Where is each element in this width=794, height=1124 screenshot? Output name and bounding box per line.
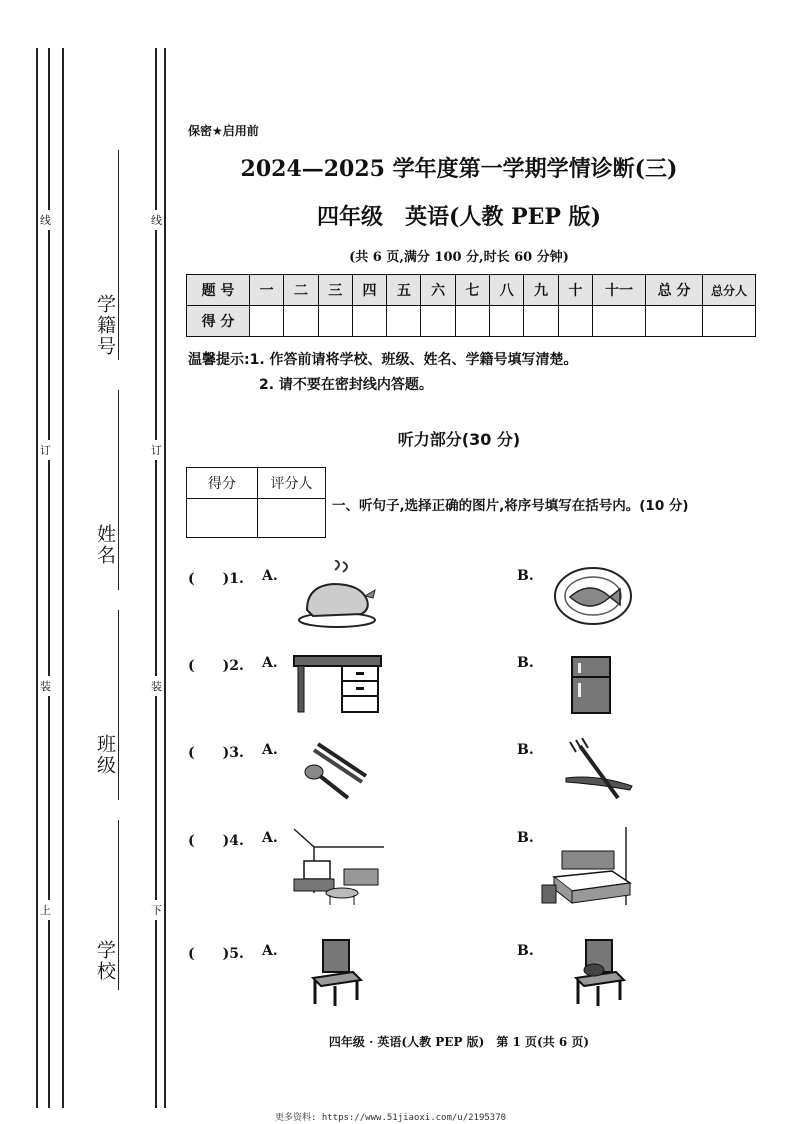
bedroom-icon[interactable] [540, 825, 634, 909]
table-cell: 总分人 [703, 275, 756, 306]
score-table-score-row [187, 306, 756, 337]
seal-char: 装 [151, 676, 162, 696]
table-cell: 十 [558, 275, 592, 306]
question-number: ( )5. [188, 946, 244, 962]
table-cell: 题 号 [187, 275, 250, 306]
table-cell: 五 [387, 275, 421, 306]
table-cell: 三 [318, 275, 352, 306]
grader-score-cell[interactable] [187, 499, 258, 538]
school-label: 学校 [94, 940, 116, 982]
chopsticks-spoon-icon[interactable] [300, 738, 372, 804]
score-cell[interactable] [558, 306, 592, 337]
seal-char: 下 [151, 900, 162, 920]
school-field[interactable] [118, 820, 119, 990]
section-title: 听力部分(30 分) [397, 430, 521, 449]
option-a-label: A. [262, 943, 278, 959]
page-footer: 四年级 · 英语(人教 PEP 版) 第 1 页(共 6 页) [328, 1035, 590, 1049]
knife-fork-icon[interactable] [560, 738, 636, 804]
score-table-header-row [187, 275, 756, 306]
class-label: 班级 [94, 734, 116, 776]
option-a-label: A. [262, 830, 278, 846]
roast-chicken-icon[interactable] [295, 560, 380, 630]
score-table [186, 274, 756, 337]
score-cell[interactable] [490, 306, 524, 337]
table-cell: 八 [490, 275, 524, 306]
desk-icon[interactable] [290, 652, 385, 714]
score-cell[interactable] [318, 306, 352, 337]
tip-item: 1. 作答前请将学校、班级、姓名、学籍号填写清楚。 [249, 352, 578, 368]
table-cell: 六 [421, 275, 455, 306]
name-field[interactable] [118, 390, 119, 590]
question-number: ( )1. [188, 571, 244, 587]
score-cell[interactable] [524, 306, 558, 337]
exam-info: (共 6 页,满分 100 分,时长 60 分钟) [349, 250, 569, 265]
option-b-label: B. [517, 943, 534, 959]
student-id-field[interactable] [118, 150, 119, 360]
seal-char: 装 [40, 676, 51, 696]
tip-item: 2. 请不要在密封线内答题。 [259, 377, 433, 393]
seal-char: 订 [40, 440, 51, 460]
option-a-label: A. [262, 742, 278, 758]
grader-name-cell[interactable] [258, 499, 326, 538]
option-a-label: A. [262, 655, 278, 671]
chair-icon[interactable] [305, 938, 365, 1008]
question-number: ( )2. [188, 658, 244, 674]
name-label: 姓名 [94, 524, 116, 566]
seal-char: 线 [151, 210, 162, 230]
table-cell: 一 [250, 275, 284, 306]
resource-link[interactable]: 更多资料: https://www.51jiaoxi.com/u/2195370 [275, 1113, 507, 1123]
table-cell: 七 [455, 275, 489, 306]
fridge-icon[interactable] [570, 655, 612, 715]
question-number: ( )3. [188, 745, 244, 761]
table-cell: 四 [352, 275, 386, 306]
table-cell: 二 [284, 275, 318, 306]
seal-char: 线 [40, 210, 51, 230]
question-instruction: 一、听句子,选择正确的图片,将序号填写在括号内。(10 分) [332, 498, 689, 514]
student-id-label: 学籍号 [94, 294, 116, 357]
score-cell[interactable] [593, 306, 646, 337]
exam-subtitle: 四年级 英语(人教 PEP 版) [317, 204, 601, 230]
class-field[interactable] [118, 610, 119, 800]
seal-char: 订 [151, 440, 162, 460]
confidential-mark: 保密★启用前 [188, 124, 259, 138]
exam-title: 2024—2025 学年度第一学期学情诊断(三) [240, 156, 678, 182]
grader-header: 得分 [187, 468, 258, 499]
table-cell: 得 分 [187, 306, 250, 337]
option-b-label: B. [517, 655, 534, 671]
fish-plate-icon[interactable] [552, 565, 634, 627]
option-a-label: A. [262, 568, 278, 584]
score-cell[interactable] [250, 306, 284, 337]
score-cell[interactable] [421, 306, 455, 337]
grader-box [186, 467, 326, 538]
score-cell[interactable] [352, 306, 386, 337]
score-cell[interactable] [455, 306, 489, 337]
tips-label: 温馨提示: [188, 352, 250, 368]
score-cell[interactable] [646, 306, 703, 337]
table-cell: 总 分 [646, 275, 703, 306]
option-b-label: B. [517, 742, 534, 758]
living-room-icon[interactable] [290, 825, 386, 907]
table-cell: 十一 [593, 275, 646, 306]
question-number: ( )4. [188, 833, 244, 849]
option-b-label: B. [517, 830, 534, 846]
score-cell[interactable] [284, 306, 318, 337]
grader-header: 评分人 [258, 468, 326, 499]
tips [188, 348, 578, 398]
table-cell: 九 [524, 275, 558, 306]
option-b-label: B. [517, 568, 534, 584]
seal-char: 上 [40, 900, 51, 920]
chair-with-cat-icon[interactable] [568, 938, 628, 1008]
score-cell[interactable] [703, 306, 756, 337]
score-cell[interactable] [387, 306, 421, 337]
